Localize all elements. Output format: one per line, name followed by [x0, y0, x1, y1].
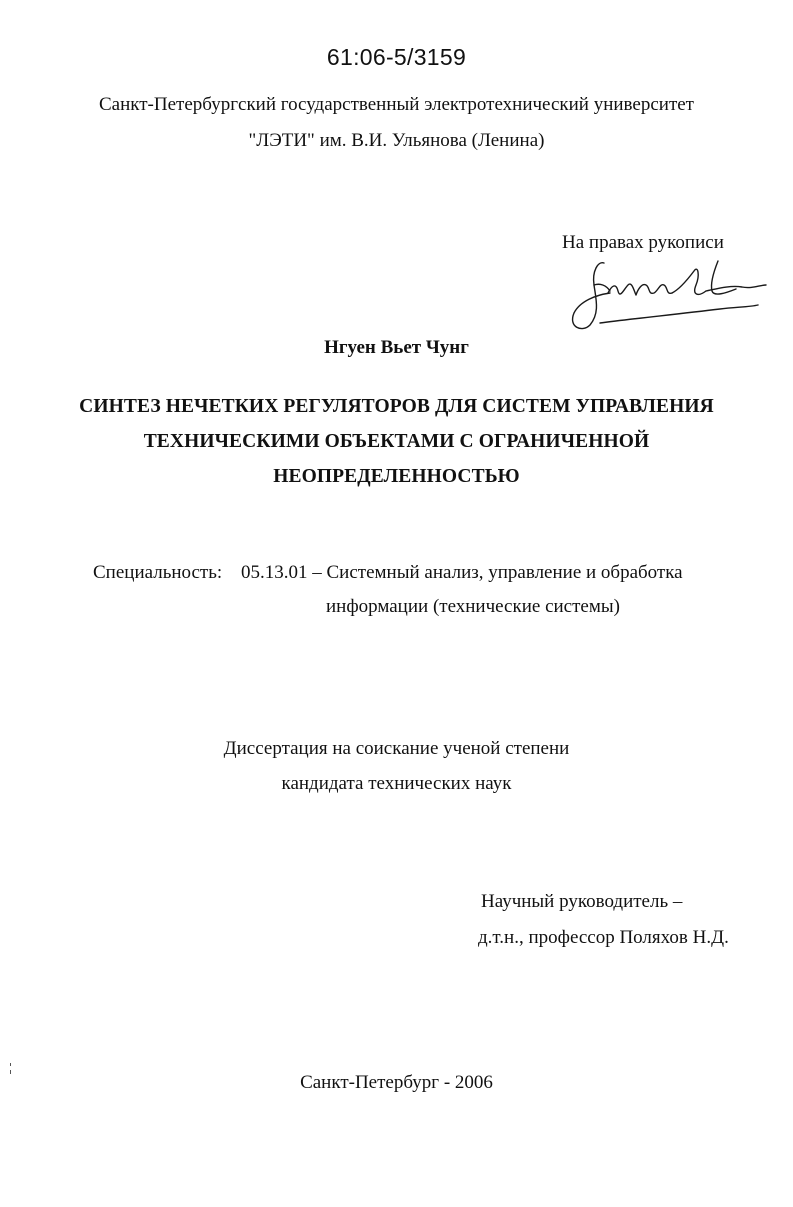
degree-statement-line1: Диссертация на соискание ученой степени [223, 738, 570, 759]
scan-margin-mark [9, 1062, 13, 1076]
handwritten-signature-icon [560, 255, 770, 335]
thesis-title-line1: СИНТЕЗ НЕЧЕТКИХ РЕГУЛЯТОРОВ ДЛЯ СИСТЕМ УПРАВЛЕНИЯ [79, 396, 714, 417]
specialty-label: Специальность: [93, 562, 223, 583]
university-name-line2: "ЛЭТИ" им. В.И. Ульянова (Ленина) [248, 130, 545, 151]
university-name-line1: Санкт-Петербургский государственный электротехнический университет [99, 94, 694, 115]
specialty-line2: информации (технические системы) [326, 596, 620, 617]
city-year: Санкт-Петербург - 2006 [300, 1072, 493, 1093]
thesis-title-line3: НЕОПРЕДЕЛЕННОСТЬЮ [273, 466, 520, 487]
archive-code: 61:06-5/3159 [326, 44, 467, 70]
manuscript-rights-note: На правах рукописи [562, 232, 724, 253]
supervisor-label: Научный руководитель – [481, 891, 683, 912]
author-name: Нгуен Вьет Чунг [324, 337, 469, 358]
specialty-line1: 05.13.01 – Системный анализ, управление и обработка [241, 562, 683, 583]
degree-statement-line2: кандидата технических наук [281, 773, 512, 794]
thesis-title-line2: ТЕХНИЧЕСКИМИ ОБЪЕКТАМИ С ОГРАНИЧЕННОЙ [143, 431, 650, 452]
supervisor-name: д.т.н., профессор Поляхов Н.Д. [478, 927, 729, 948]
